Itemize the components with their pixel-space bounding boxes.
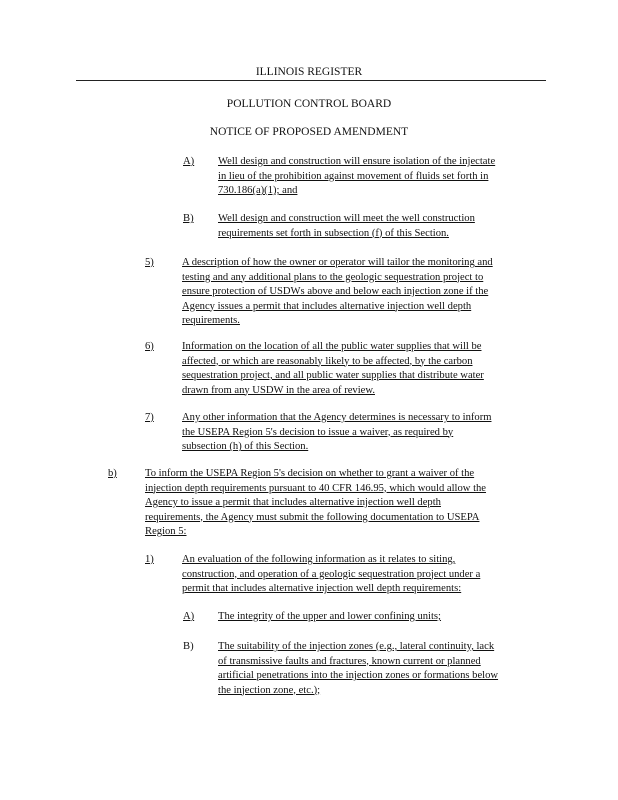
text-line: ensure protection of USDWs above and below each injection zone if the	[182, 286, 489, 297]
text-line: subsection (h) of this Section.	[182, 441, 309, 452]
text-line: construction, and operation of a geologic sequestration project under a	[182, 568, 481, 580]
paragraph-b	[145, 467, 545, 540]
item-label: b)	[108, 468, 117, 479]
text-line: The integrity of the upper and lower confining units;	[218, 611, 442, 622]
text-line: The suitability of the injection zones (e.g., lateral continuity, lack	[218, 641, 495, 652]
item-label: A)	[183, 156, 195, 167]
item-label: B)	[183, 641, 194, 652]
item-label: 7)	[145, 412, 154, 423]
text-line: Agency to issue a permit that includes alternative injection well depth	[145, 497, 441, 508]
text-line: Any other information that the Agency determines is necessary to inform	[182, 412, 492, 423]
notice-title: NOTICE OF PROPOSED AMENDMENT	[209, 126, 409, 138]
text-line: sequestration project, and all public water supplies that distribute water	[182, 370, 484, 381]
text-line: testing and any additional plans to the geologic sequestration project to	[182, 271, 484, 283]
text-line: permit that includes alternative injection well depth requirements:	[182, 583, 462, 594]
paragraph-b1A	[218, 610, 548, 625]
paragraph-b1B	[218, 640, 548, 698]
item-label: 1)	[145, 554, 154, 565]
text-line: injection depth requirements pursuant to 40 CFR 146.95, which would allow the	[145, 482, 487, 494]
text-line: drawn from any USDW in the area of review.	[182, 384, 375, 396]
text-line: the injection zone, etc.);	[218, 684, 321, 696]
header-rule	[76, 80, 546, 81]
paragraph-6	[182, 340, 547, 398]
register-title: ILLINOIS REGISTER	[255, 66, 363, 78]
text-line: affected, or which are reasonably likely to be affected, by the carbon	[182, 355, 473, 367]
text-line: An evaluation of the following information as it relates to siting,	[182, 554, 456, 565]
text-line: the USEPA Region 5's decision to issue a waiver, as required by	[182, 426, 454, 438]
text-line: of transmissive faults and fractures, known current or planned	[218, 655, 481, 667]
item-label: 5)	[145, 257, 154, 268]
paragraph-7	[182, 411, 547, 455]
item-label: A)	[183, 611, 195, 622]
text-line: Well design and construction will meet the well construction	[218, 213, 475, 224]
text-line: in lieu of the prohibition against movement of fluids set forth in	[218, 170, 489, 182]
text-line: requirements, the Agency must submit the following documentation to USEPA	[145, 511, 480, 523]
paragraph-A	[218, 155, 548, 199]
text-line: Agency issues a permit that includes alternative injection well depth	[182, 300, 472, 312]
paragraph-5	[182, 256, 547, 329]
paragraph-b1	[182, 553, 547, 597]
text-line: artificial penetrations into the injection zones or formations below	[218, 670, 499, 681]
item-label: 6)	[145, 341, 154, 352]
text-line: Region 5:	[145, 526, 187, 537]
text-line: To inform the USEPA Region 5's decision on whether to grant a waiver of the	[145, 468, 475, 479]
paragraph-B	[218, 212, 548, 241]
text-line: 730.186(a)(1); and	[218, 185, 298, 196]
text-line: Well design and construction will ensure isolation of the injectate	[218, 156, 496, 167]
text-line: Information on the location of all the public water supplies that will be	[182, 341, 482, 352]
text-line: A description of how the owner or operator will tailor the monitoring and	[182, 257, 493, 268]
text-line: requirements set forth in subsection (f) of this Section.	[218, 227, 449, 239]
text-line: requirements.	[182, 315, 240, 326]
board-title: POLLUTION CONTROL BOARD	[226, 98, 392, 110]
item-label: B)	[183, 213, 194, 224]
